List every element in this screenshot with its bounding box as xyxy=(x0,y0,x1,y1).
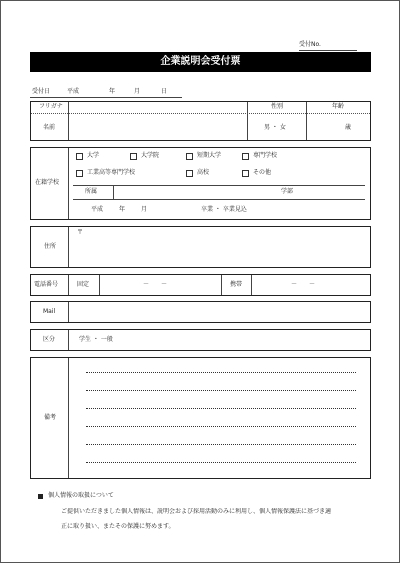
remarks-line[interactable] xyxy=(86,444,356,445)
gender-label: 性別 xyxy=(271,103,284,110)
remarks-line[interactable] xyxy=(86,372,356,373)
graduation-status[interactable]: 卒業 ・ 卒業見込 xyxy=(201,206,247,213)
school-label: 在籍学校 xyxy=(35,179,60,186)
address-label: 住所 xyxy=(44,243,57,250)
checkbox-high-school[interactable] xyxy=(186,170,193,177)
graduation-era: 平成 xyxy=(91,206,104,213)
remarks-line[interactable] xyxy=(86,462,356,463)
gender-options[interactable]: 男 ・ 女 xyxy=(264,124,286,131)
school-name-field[interactable] xyxy=(114,186,264,198)
mobile-phone-label: 携帯 xyxy=(230,281,243,288)
bullet-square-icon xyxy=(38,494,43,499)
age-divider xyxy=(306,102,307,140)
date-era: 平成 xyxy=(67,88,80,95)
furigana-field[interactable] xyxy=(69,102,247,113)
date-day: 日 xyxy=(161,88,168,95)
age-label: 年齢 xyxy=(332,103,345,110)
privacy-heading: 個人情報の取扱について xyxy=(48,492,114,499)
name-field[interactable] xyxy=(69,114,247,140)
home-label-divider xyxy=(99,275,100,295)
school-label-divider xyxy=(68,148,69,219)
mobile-divider xyxy=(221,275,222,295)
remarks-section xyxy=(30,357,371,479)
remarks-label-divider xyxy=(68,358,69,478)
checkbox-junior-college[interactable] xyxy=(186,153,193,160)
affiliation-label: 所属 xyxy=(85,188,98,195)
furigana-label: フリガナ xyxy=(39,103,63,110)
mobile-label-divider xyxy=(251,275,252,295)
phone-label-divider xyxy=(68,275,69,295)
home-phone-field[interactable]: － － xyxy=(143,281,168,288)
remarks-line[interactable] xyxy=(86,408,356,409)
phone-label: 電話番号 xyxy=(34,281,59,288)
form-title: 企業説明会受付票 xyxy=(30,52,371,72)
postal-mark: 〒 xyxy=(77,229,84,236)
date-label: 受付日 xyxy=(32,88,51,95)
privacy-text-line-1: ご提供いただきました個人情報は、説明会および採用活動のみに利用し、個人情報保護法に基づき適 xyxy=(61,508,332,515)
option-graduate-school: 大学院 xyxy=(141,152,160,159)
category-options[interactable]: 学生 ・ 一般 xyxy=(79,336,113,343)
option-vocational-school: 専門学校 xyxy=(253,152,278,159)
mail-label: Mail xyxy=(43,308,56,315)
mobile-phone-field[interactable]: － － xyxy=(291,281,316,288)
option-other: その他 xyxy=(253,169,272,176)
date-year: 年 xyxy=(109,88,116,95)
name-label: 名前 xyxy=(43,124,56,131)
graduation-month: 月 xyxy=(141,206,148,213)
remarks-line[interactable] xyxy=(86,426,356,427)
reception-number-line xyxy=(299,50,357,51)
remarks-label: 備考 xyxy=(44,414,57,421)
mail-field[interactable] xyxy=(69,302,369,322)
checkbox-university[interactable] xyxy=(76,153,83,160)
department-label: 学部 xyxy=(281,188,294,195)
reception-number-label: 受付No. xyxy=(299,41,321,48)
option-junior-college: 短期大学 xyxy=(197,152,222,159)
checkbox-graduate-school[interactable] xyxy=(130,153,137,160)
remarks-line[interactable] xyxy=(86,390,356,391)
category-label: 区分 xyxy=(43,336,56,343)
category-label-divider xyxy=(68,330,69,350)
date-underline xyxy=(30,97,182,98)
gender-divider xyxy=(247,102,248,140)
checkbox-vocational-school[interactable] xyxy=(242,153,249,160)
option-technical-college: 工業高等専門学校 xyxy=(87,169,136,176)
graduation-year: 年 xyxy=(119,206,126,213)
option-high-school: 高校 xyxy=(197,169,210,176)
privacy-text-line-2: 正に取り扱い、またその保護に努めます。 xyxy=(61,523,175,530)
home-phone-label: 固定 xyxy=(77,281,90,288)
affiliation-bottom-line xyxy=(73,199,365,200)
age-unit: 歳 xyxy=(345,124,352,131)
checkbox-technical-college[interactable] xyxy=(76,170,83,177)
checkbox-other[interactable] xyxy=(242,170,249,177)
date-month: 月 xyxy=(134,88,141,95)
option-university: 大学 xyxy=(87,152,100,159)
address-field[interactable] xyxy=(69,227,369,267)
